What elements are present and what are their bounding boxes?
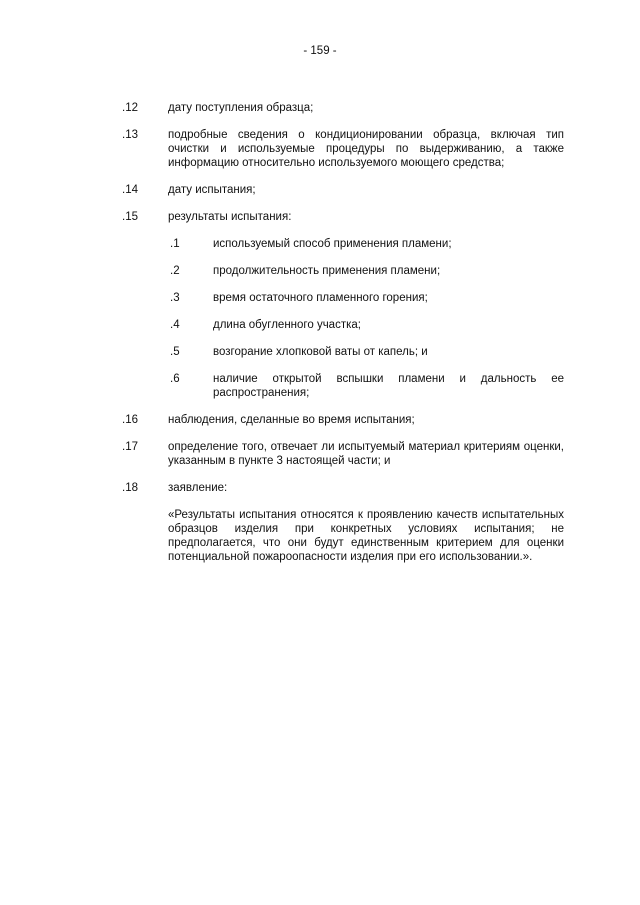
item-number: .17 xyxy=(122,441,138,453)
item-text: дату испытания; xyxy=(168,184,256,196)
sub-item-text: используемый способ применения пламени; xyxy=(213,238,452,250)
sub-item-1 xyxy=(0,237,640,251)
item-number: .15 xyxy=(122,211,138,223)
statement-quote: «Результаты испытания относятся к проявлению качеств испытательных образцов изделия при конкретных условиях испытания; не предполагается, что они будут единственным критерием для оценки потенциальной пожароопасности изделия при его использовании.». xyxy=(168,509,564,563)
sub-item-number: .2 xyxy=(170,265,180,277)
list-item-17 xyxy=(0,440,640,468)
item-text: заявление: xyxy=(168,482,228,494)
sub-item-5 xyxy=(0,345,640,359)
sub-item-number: .4 xyxy=(170,319,180,331)
list-item-18 xyxy=(0,481,640,564)
item-list xyxy=(0,101,640,577)
list-item-12 xyxy=(0,101,640,115)
list-item-14 xyxy=(0,183,640,197)
sub-item-text: продолжительность применения пламени; xyxy=(213,265,441,277)
sub-item-text: наличие открытой вспышки пламени и дальность ее распространения; xyxy=(213,373,564,399)
sub-item-number: .5 xyxy=(170,346,180,358)
item-text: дату поступления образца; xyxy=(168,102,314,114)
list-item-15 xyxy=(0,210,640,400)
item-number: .12 xyxy=(122,102,138,114)
sub-item-2 xyxy=(0,264,640,278)
list-item-16 xyxy=(0,413,640,427)
page-number: - 159 - xyxy=(303,45,337,57)
item-text: наблюдения, сделанные во время испытания; xyxy=(168,414,415,426)
sub-item-text: время остаточного пламенного горения; xyxy=(213,292,428,304)
item-number: .16 xyxy=(122,414,138,426)
sub-item-text: длина обугленного участка; xyxy=(213,319,361,331)
sub-item-text: возгорание хлопковой ваты от капель; и xyxy=(213,346,428,358)
item-text: подробные сведения о кондиционировании образца, включая тип очистки и используемые процедуры по выдерживанию, а также информацию относительно используемого моющего средства; xyxy=(168,129,564,169)
sub-item-3 xyxy=(0,291,640,305)
item-text: результаты испытания: xyxy=(168,211,292,223)
list-item-13 xyxy=(0,128,640,170)
sub-item-number: .6 xyxy=(170,373,180,385)
sub-item-6 xyxy=(0,372,640,400)
sub-item-list xyxy=(0,237,640,400)
item-number: .13 xyxy=(122,129,138,141)
sub-item-number: .1 xyxy=(170,238,180,250)
sub-item-number: .3 xyxy=(170,292,180,304)
item-text: определение того, отвечает ли испытуемый материал критериям оценки, указанным в пункте 3 настоящей части; и xyxy=(168,441,564,467)
sub-item-4 xyxy=(0,318,640,332)
item-number: .14 xyxy=(122,184,138,196)
item-number: .18 xyxy=(122,482,138,494)
